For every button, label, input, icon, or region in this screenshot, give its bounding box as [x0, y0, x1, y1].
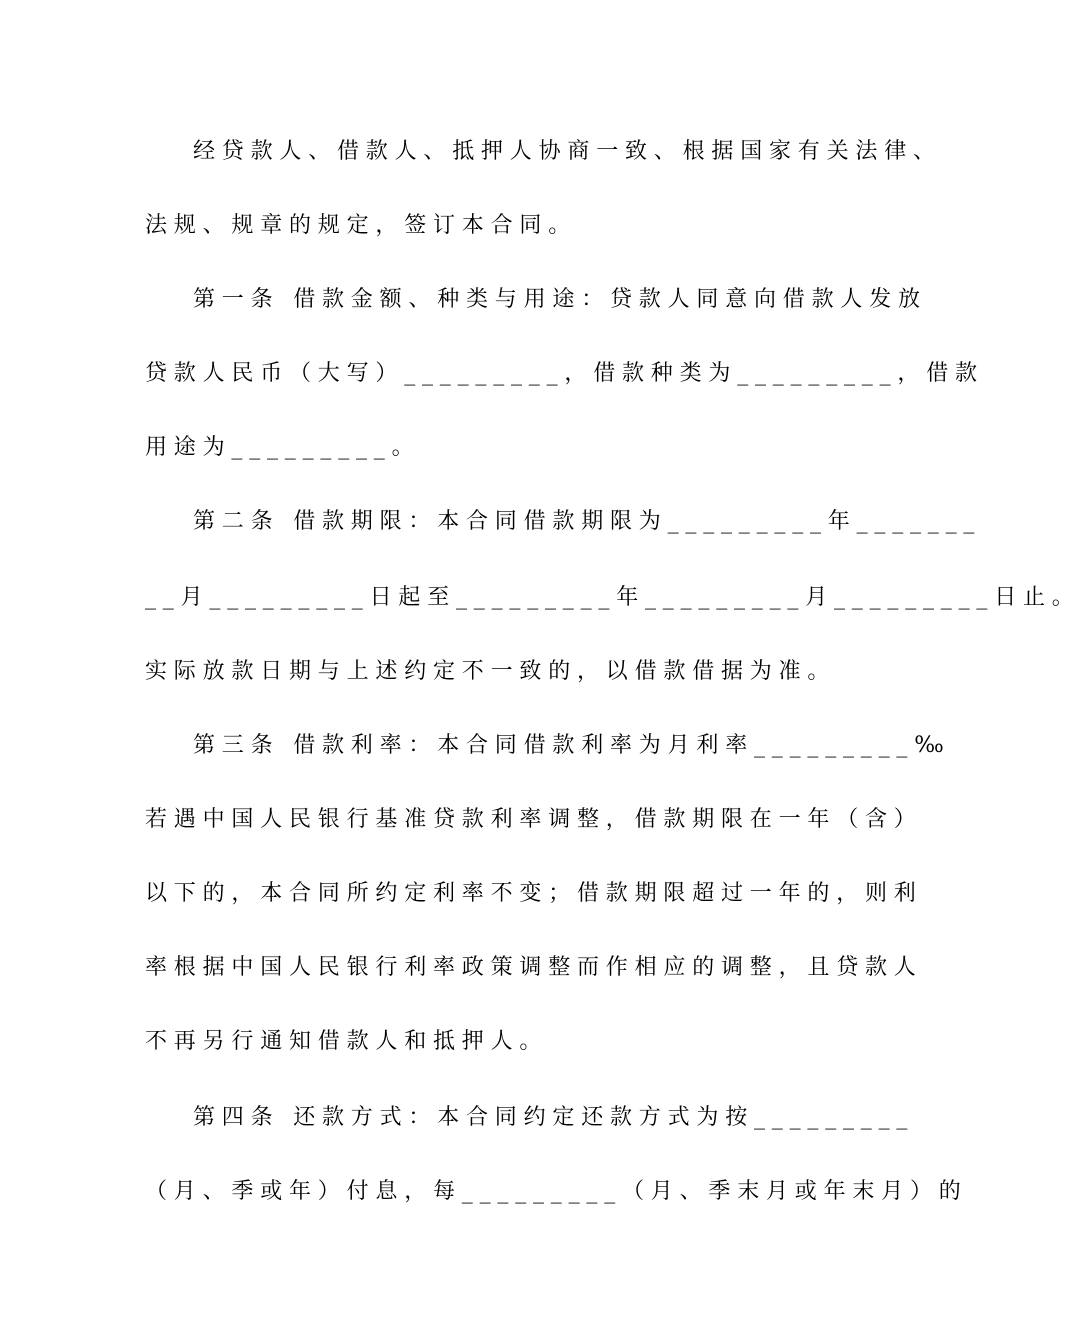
article-1-line-1: 第一条 借款金额、种类与用途：贷款人同意向借款人发放	[193, 287, 927, 312]
article-4-line-2: （月、季或年）付息，每_________（月、季末月或年末月）的	[145, 1179, 968, 1204]
article-2-line-1: 第二条 借款期限：本合同借款期限为_________年_______	[193, 509, 982, 534]
article-3-line-1: 第三条 借款利率：本合同借款利率为月利率_________‰	[193, 733, 951, 758]
article-4-line-1: 第四条 还款方式：本合同约定还款方式为按_________	[193, 1105, 915, 1130]
article-1-line-3: 用途为_________。	[145, 435, 421, 460]
article-2-line-2: __月_________日起至_________年_________月_________日止。	[145, 585, 1081, 610]
paragraph-intro-line-2: 法规、规章的规定，签订本合同。	[145, 213, 578, 238]
article-3-line-4: 率根据中国人民银行利率政策调整而作相应的调整，且贷款人	[145, 955, 923, 980]
paragraph-intro-line-1: 经贷款人、借款人、抵押人协商一致、根据国家有关法律、	[193, 139, 942, 164]
article-3-line-3: 以下的，本合同所约定利率不变；借款期限超过一年的，则利	[145, 881, 923, 906]
article-1-line-2: 贷款人民币（大写）_________，借款种类为_________，借款	[145, 361, 984, 386]
article-2-line-3: 实际放款日期与上述约定不一致的，以借款借据为准。	[145, 659, 837, 684]
article-3-line-5: 不再另行通知借款人和抵押人。	[145, 1029, 549, 1054]
article-3-line-2: 若遇中国人民银行基准贷款利率调整，借款期限在一年（含）	[145, 807, 923, 832]
